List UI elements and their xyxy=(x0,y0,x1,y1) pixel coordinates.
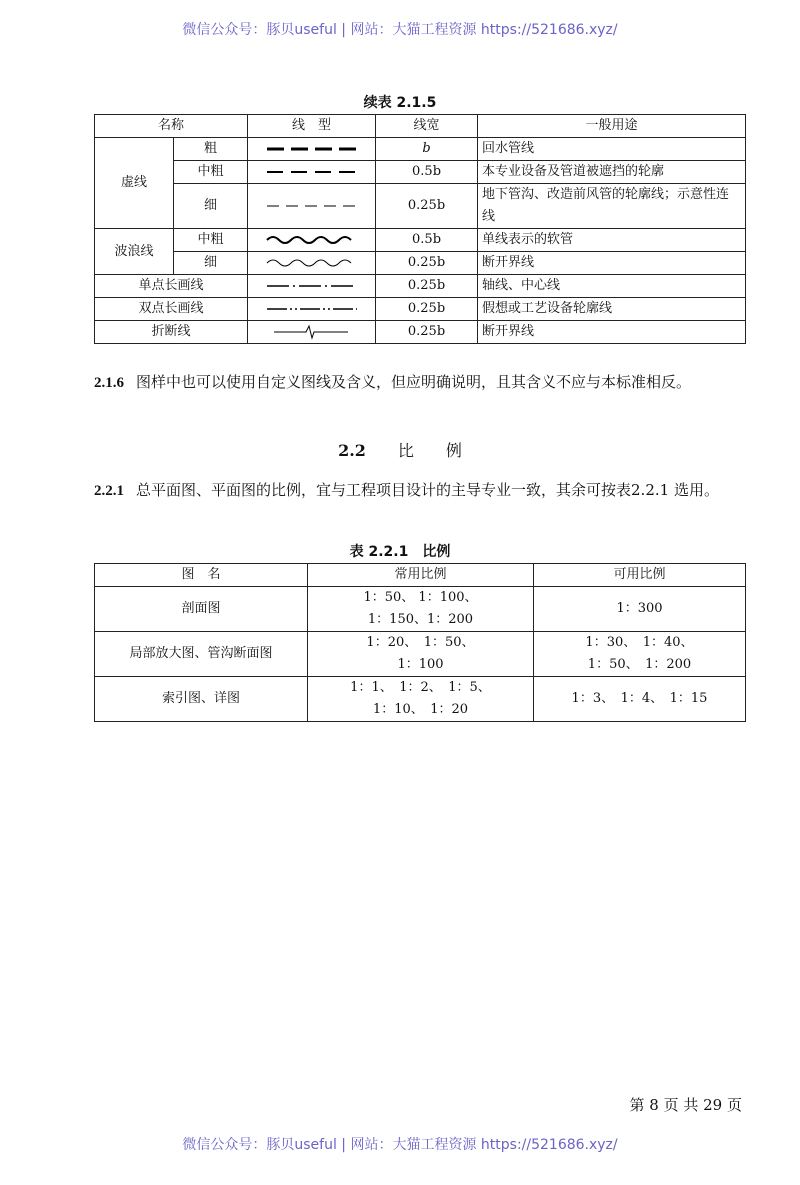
table-cell: 单线表示的软管 xyxy=(478,229,746,252)
header-cell: 一般用途 xyxy=(478,115,746,138)
table-cell: 0.25b xyxy=(376,252,478,275)
table-cell: 地下管沟、改造前风管的轮廓线；示意性连线 xyxy=(478,184,746,229)
table-cell: 中粗 xyxy=(174,161,248,184)
table-cell: 细 xyxy=(174,252,248,275)
table-cell: 假想或工艺设备轮廓线 xyxy=(478,298,746,321)
watermark-bottom: 微信公众号：豚贝useful | 网站：大猫工程资源 https://521686.xyz/ xyxy=(182,1137,618,1153)
line-sample-wave-medium xyxy=(248,229,376,252)
table-row xyxy=(95,587,746,632)
page-number: 第 8 页 共 29 页 xyxy=(629,1096,742,1114)
table-cell: 1：10、 1：20 xyxy=(372,702,469,717)
table-row xyxy=(95,184,746,229)
line-sample-dash-double-dot xyxy=(248,298,376,321)
table-cell: 1：30、 1：40、 xyxy=(585,635,694,650)
table-header xyxy=(95,564,746,587)
table-cell: 总平面图、平面图的比例，宜与工程项目设计的主导专业一致，其余可按表2.2.1 选用。 xyxy=(136,481,719,499)
table-header xyxy=(95,115,746,138)
line-sample-break xyxy=(248,321,376,344)
line-sample-dash-dot xyxy=(248,275,376,298)
table-caption: 表 2.2.1 比例 xyxy=(349,544,451,560)
table-cell: 断开界线 xyxy=(478,252,746,275)
table-cell: 1：1、 1：2、 1：5、 xyxy=(350,680,491,695)
table-cell: 折断线 xyxy=(95,321,248,344)
table-cell: 可用比例 xyxy=(534,564,746,587)
table-cell: 图样中也可以使用自定义图线及含义，但应明确说明，且其含义不应与本标准相反。 xyxy=(136,373,692,391)
table-row xyxy=(95,275,746,298)
table-cell: 断开界线 xyxy=(478,321,746,344)
scale-table xyxy=(94,563,746,722)
section-heading xyxy=(0,438,800,461)
table-cell: 单点长画线 xyxy=(95,275,248,298)
table-cell: 本专业设备及管道被遮挡的轮廓 xyxy=(478,161,746,184)
line-sample-dash-thick xyxy=(248,138,376,161)
table-cell: 常用比例 xyxy=(308,564,534,587)
table-cell: 双点长画线 xyxy=(95,298,248,321)
table-cell: 1：150、1：200 xyxy=(367,612,474,627)
line-type-table xyxy=(94,114,746,344)
table-cell: 轴线、中心线 xyxy=(478,275,746,298)
table-row xyxy=(95,138,746,161)
table-caption: 续表 2.1.5 xyxy=(363,95,437,111)
group-cell: 虚线 xyxy=(95,138,174,229)
line-sample-wave-thin xyxy=(248,252,376,275)
table-cell: 2.2.1 xyxy=(94,483,124,499)
line-sample-dash-thin xyxy=(248,184,376,229)
table-row xyxy=(95,229,746,252)
table-cell: 1：20、 1：50、 xyxy=(366,635,475,650)
header-cell: 名称 xyxy=(95,115,248,138)
header-cell: 线 型 xyxy=(248,115,376,138)
table-cell: 0.25b xyxy=(376,298,478,321)
table-cell: 1：50、 1：200 xyxy=(587,657,692,672)
table-cell: 1：100 xyxy=(397,657,444,672)
table-cell: 0.5b xyxy=(376,229,478,252)
table-cell: 中粗 xyxy=(174,229,248,252)
table-cell: 0.25b xyxy=(376,321,478,344)
table-cell: 1：3、 1：4、 1：15 xyxy=(571,691,708,706)
table-cell: 0.25b xyxy=(376,184,478,229)
table-cell: 局部放大图、管沟断面图 xyxy=(95,632,308,677)
table-cell: b xyxy=(376,138,478,161)
table-row xyxy=(95,161,746,184)
table-cell: 2.2 xyxy=(338,441,366,460)
table-cell: 回水管线 xyxy=(478,138,746,161)
watermark-top: 微信公众号：豚贝useful | 网站：大猫工程资源 https://521686.xyz/ xyxy=(182,22,618,38)
table-cell: 0.5b xyxy=(376,161,478,184)
table-row xyxy=(95,321,746,344)
table-row xyxy=(95,677,746,722)
table-cell: 剖面图 xyxy=(95,587,308,632)
line-sample-dash-medium xyxy=(248,161,376,184)
table-cell: 0.25b xyxy=(376,275,478,298)
table-cell: 1：50、 1：100、 xyxy=(363,590,478,605)
paragraph-2-1-6 xyxy=(94,367,746,399)
paragraph-2-2-1 xyxy=(94,475,746,507)
table-cell: 索引图、详图 xyxy=(95,677,308,722)
header-cell: 线宽 xyxy=(376,115,478,138)
table-cell: 图 名 xyxy=(95,564,308,587)
table-row xyxy=(95,298,746,321)
table-row xyxy=(95,252,746,275)
table-cell: 1：300 xyxy=(616,601,663,616)
table-cell: 粗 xyxy=(174,138,248,161)
table-cell: 比 例 xyxy=(397,441,462,460)
table-cell: 2.1.6 xyxy=(94,375,124,391)
table-row xyxy=(95,632,746,677)
group-cell: 波浪线 xyxy=(95,229,174,275)
table-cell: 细 xyxy=(174,184,248,229)
